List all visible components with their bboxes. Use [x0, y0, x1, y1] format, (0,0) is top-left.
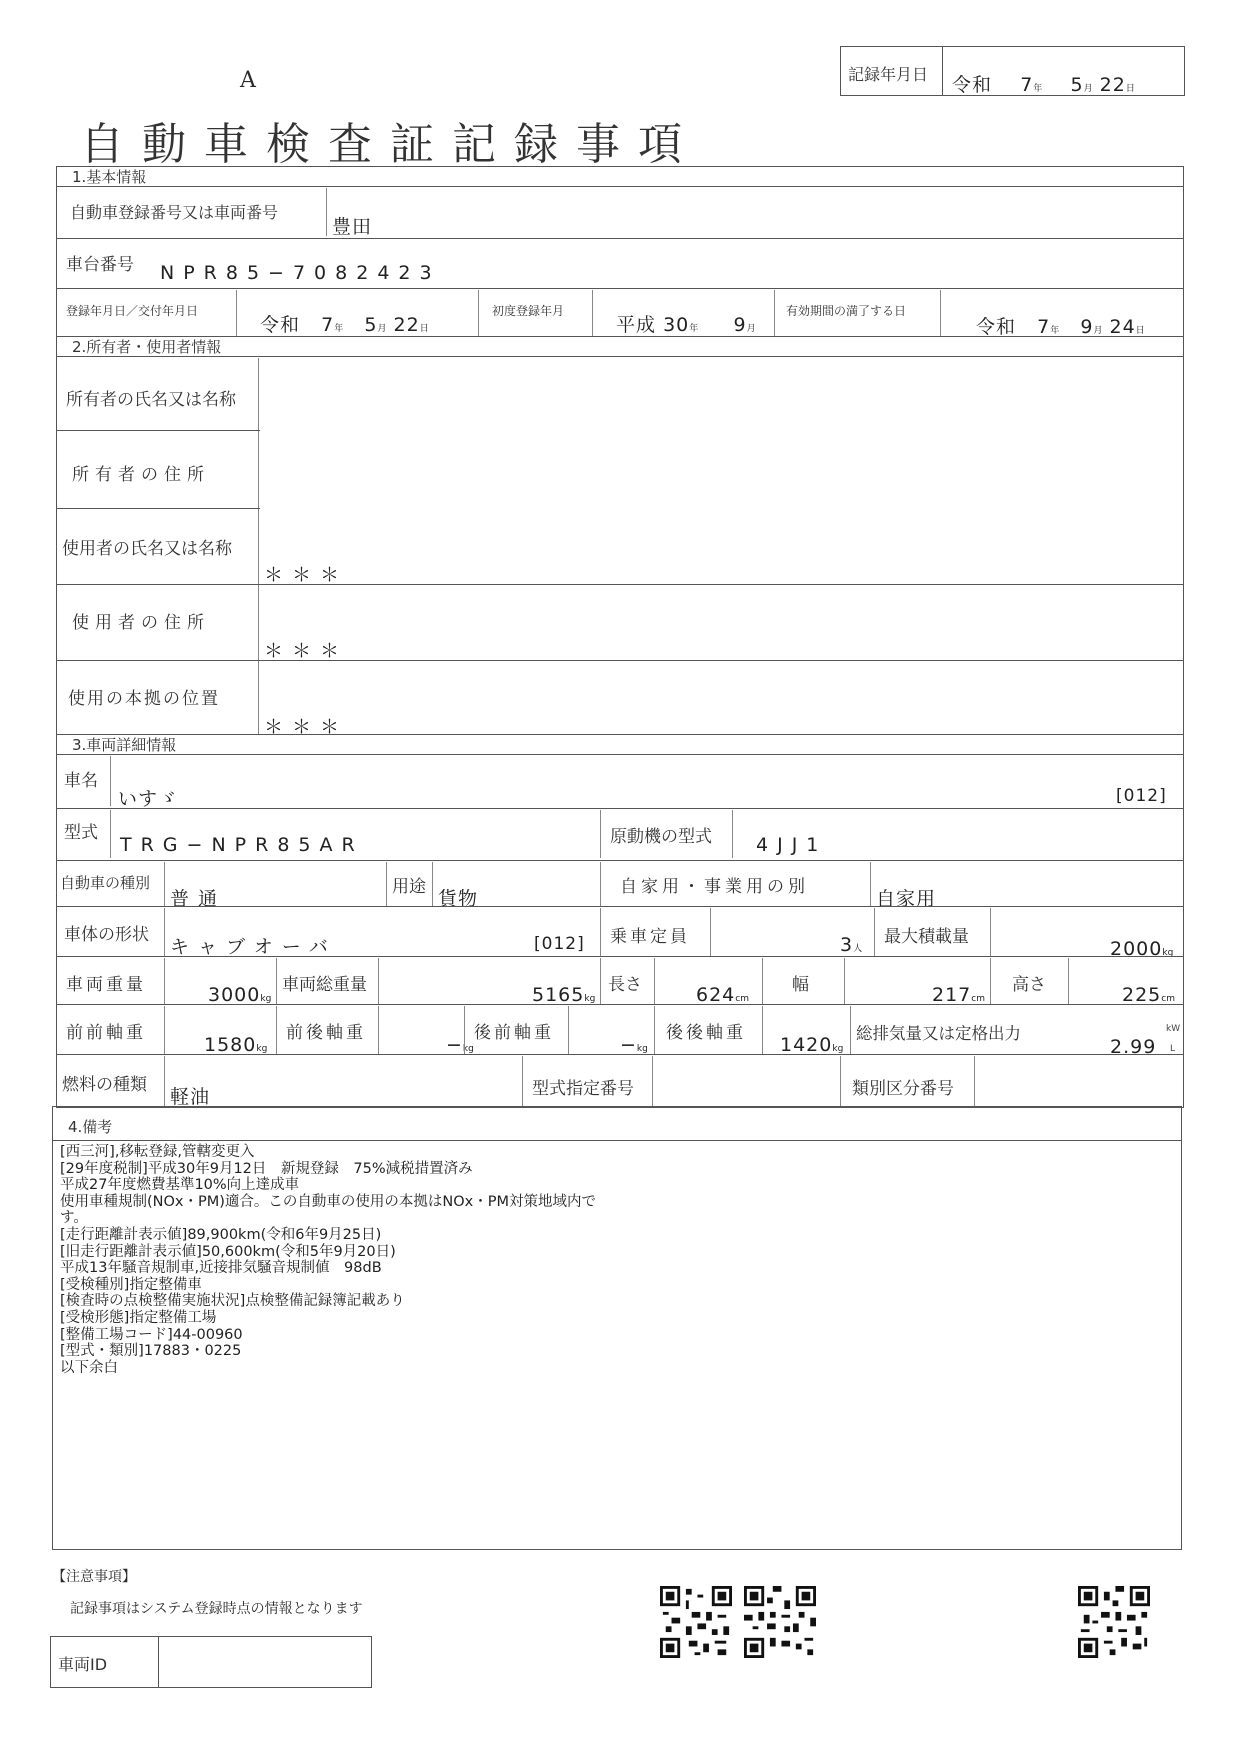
- chassis-label: 車台番号: [66, 255, 134, 275]
- use-label: 用途: [392, 877, 426, 897]
- reg-date-label: 登録年月日／交付年月日: [66, 304, 199, 318]
- gross-label: 車両総重量: [282, 975, 367, 995]
- length-label: 長さ: [608, 975, 642, 995]
- section-vehicle: 3.車両詳細情報: [72, 736, 177, 754]
- expiry-value: 令和 7年 9月 24日: [976, 316, 1145, 338]
- remarks-text: [西三河],移転登録,管轄変更入 [29年度税制]平成30年9月12日 新規登録 75%減税措置済み 平成27年度燃費基準10%向上達成車 使用車種規制(NOx・PM)適合。この自動車の使用の本拠はNOx・PM対策地域内です。 [走行距離計表示値]89,900km(令和6年9月25日) [旧走行距離計表示値]50,600km(令和5年9月20日) 平成13年騒音規制車,近接排気騒音規制値 98dB [受検種別]指定整備車 [検査時の点検整備実施状況]点検整備記録簿記載あり [受検形態]指定整備工場 [整備工場コード]44-00960 [型式・類別]17883・0225 以下余白: [60, 1144, 597, 1376]
- qr-code-2: [744, 1586, 816, 1658]
- weight-value: 3000kg: [208, 984, 272, 1006]
- section-remarks: 4.備考: [68, 1118, 113, 1136]
- reg-date-value: 令和 7年 5月 22日: [260, 314, 429, 336]
- engine-value: 4JJ1: [756, 834, 828, 856]
- category-value: 普通: [170, 888, 227, 910]
- first-reg-label: 初度登録年月: [492, 304, 565, 318]
- page-title: 自動車検査証記録事項: [80, 119, 700, 170]
- type-designation-label: 型式指定番号: [532, 1079, 634, 1099]
- rf-axle-value: −kg: [620, 1034, 648, 1056]
- chassis-value: NPR85−7082423: [160, 262, 441, 284]
- private-label: 自家用・事業用の別: [620, 877, 809, 897]
- body-value: キャブオーバ: [170, 936, 337, 958]
- qr-code-3: [1078, 1586, 1150, 1658]
- user-name-value: ＊＊＊: [264, 564, 349, 586]
- base-value: ＊＊＊: [264, 716, 349, 738]
- displacement-unit-l: L: [1170, 1044, 1176, 1054]
- ff-axle-value: 1580kg: [204, 1034, 268, 1056]
- user-name-label: 使用者の氏名又は名称: [62, 539, 232, 559]
- length-value: 624cm: [696, 984, 749, 1006]
- qr-code-1: [660, 1586, 732, 1658]
- model-label: 型式: [64, 823, 98, 843]
- max-load-value: 2000kg: [1110, 938, 1174, 960]
- owner-address-label: 所有者の住所: [72, 465, 210, 485]
- maker-value: いすゞ: [118, 788, 179, 810]
- rr-axle-label: 後後軸重: [666, 1023, 746, 1043]
- reg-number-value: 豊田: [332, 216, 373, 238]
- use-value: 貨物: [438, 888, 479, 910]
- fr-axle-label: 前後軸重: [286, 1023, 366, 1043]
- ff-axle-label: 前前軸重: [66, 1023, 146, 1043]
- maker-label: 車名: [64, 771, 98, 791]
- body-code: [012]: [534, 934, 585, 954]
- user-address-value: ＊＊＊: [264, 640, 349, 662]
- weight-label: 車両重量: [66, 975, 146, 995]
- engine-label: 原動機の型式: [610, 827, 712, 847]
- rf-axle-label: 後前軸重: [474, 1023, 554, 1043]
- displacement-unit-kw: kW: [1166, 1024, 1181, 1034]
- fuel-label: 燃料の種類: [62, 1075, 147, 1095]
- capacity-value: 3人: [840, 934, 863, 956]
- class-label: 類別区分番号: [852, 1079, 954, 1099]
- section-owner: 2.所有者・使用者情報: [72, 338, 222, 356]
- section-basic: 1.基本情報: [72, 168, 147, 186]
- owner-name-label: 所有者の氏名又は名称: [66, 390, 236, 410]
- expiry-label: 有効期間の満了する日: [786, 304, 907, 318]
- fuel-value: 軽油: [170, 1086, 211, 1108]
- body-label: 車体の形状: [64, 925, 149, 945]
- height-label: 高さ: [1012, 975, 1046, 995]
- displacement-value: 2.99: [1110, 1036, 1157, 1058]
- category-label: 自動車の種別: [60, 874, 151, 892]
- width-label: 幅: [792, 975, 809, 995]
- vehicle-id-label: 車両ID: [58, 1655, 108, 1674]
- main-frame: [56, 166, 1184, 1108]
- record-date-value: 令和 7年 5月 22日: [952, 74, 1135, 96]
- private-value: 自家用: [876, 888, 937, 910]
- first-reg-value: 平成 30年 9月: [616, 314, 756, 336]
- rr-axle-value: 1420kg: [780, 1034, 844, 1056]
- base-label: 使用の本拠の位置: [68, 689, 220, 709]
- height-value: 225cm: [1122, 984, 1175, 1006]
- user-address-label: 使用者の住所: [72, 613, 210, 633]
- model-value: TRG−NPR85AR: [120, 834, 364, 856]
- capacity-label: 乗車定員: [610, 927, 690, 947]
- maker-code: [012]: [1116, 786, 1167, 806]
- record-date-label: 記録年月日: [848, 65, 929, 84]
- notes-heading: 【注意事項】: [52, 1569, 136, 1585]
- page-mark: A: [240, 68, 256, 93]
- gross-value: 5165kg: [532, 984, 596, 1006]
- reg-number-label: 自動車登録番号又は車両番号: [70, 203, 279, 222]
- fr-axle-value: −kg: [446, 1034, 474, 1056]
- displacement-label: 総排気量又は定格出力: [856, 1024, 1021, 1043]
- width-value: 217cm: [932, 984, 985, 1006]
- max-load-label: 最大積載量: [884, 927, 969, 947]
- notes-text: 記録事項はシステム登録時点の情報となります: [70, 1601, 363, 1617]
